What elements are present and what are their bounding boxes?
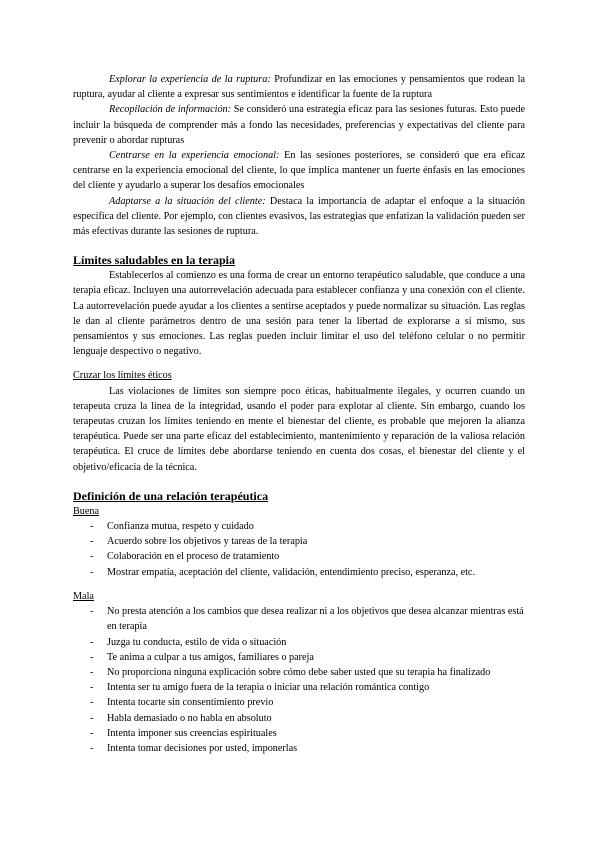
list-item: - Confianza mutua, respeto y cuidado [73,519,525,534]
document-page [73,72,525,756]
label-buena: Buena [73,505,100,517]
intro-lead: Explorar la experiencia de la ruptura: [109,74,271,85]
intro-lead: Adaptarse a la situación del cliente: [109,195,266,207]
intro-lead: Centrarse en la experiencia emocional: [109,150,280,162]
section-heading-definicion: Definición de una relación terapéutica [73,488,269,503]
intro-paragraph [73,148,525,194]
list-item: - Colaboración en el proceso de tratamiento [73,549,525,564]
intro-text: Profundizar en las emociones y pensamientos que rodean la ruptura, ayudar al cliente a expresar sus sentimientos e identificar la fuente de la ruptura [73,74,525,101]
label-mala: Mala [73,590,94,602]
limites-paragraph: Establecerlos al comienzo es una forma de crear un entorno terapéutico saludable, que conduce a una terapia eficaz. Incluyen una autorrevelación adecuada para establecer confianza y una conexión con el cliente. La autorrevelación puede ayudar a los clientes a sentirse aceptados y puede normalizar su situación. Las reglas le dan al cliente parámetros dentro de una sesión para tener la libertad de explorarse a sí mismo, sus pensamientos y sus emociones. Las reglas pueden incluir limitar el uso del teléfono celular o no permitir lenguaje despectivo o negativo. [73,270,525,358]
subheading-cruzar-limites: Cruzar los límites éticos [73,370,172,382]
list-item: - Habla demasiado o no habla en absoluto [73,711,525,726]
intro-text: En las sesiones posteriores, se consideró que era eficaz centrarse en la experiencia emocional del cliente, lo que implica mantener un fuerte énfasis en las emociones del cliente y ayudarlo a superar los desafíos emocionales [73,150,525,192]
list-item: - Acuerdo sobre los objetivos y tareas de la terapia [73,534,525,549]
intro-paragraph [73,72,525,102]
list-item: - Te anima a culpar a tus amigos, familiares o pareja [73,650,525,665]
cruzar-limites-paragraph: Las violaciones de límites son siempre poco éticas, habitualmente ilegales, y ocurren cuando un terapeuta cruza la línea de la integridad, usando el poder para explotar al cliente. Sin embargo, cuando los terapeutas cruzan los límites teniendo en mente el bienestar del cliente, es probable que mejoren la alianza terapéutica. Puede ser una parte eficaz del establecimiento, mantenimiento y reparación de la valiosa relación terapéutica. El cruce de límites debe abordarse teniendo en cuenta dos cosas, el bienestar del cliente y el objetivo/eficacia de la técnica. [73,385,525,473]
list-item: - Intenta tocarte sin consentimiento previo [73,695,525,710]
intro-lead: Recopilación de información: [109,104,232,116]
intro-paragraph [73,194,525,240]
intro-paragraph [73,102,525,148]
list-item: - Intenta tomar decisiones por usted, imponerlas [73,741,525,756]
list-item: - Intenta imponer sus creencias espirituales [73,726,525,741]
list-item: - Mostrar empatía, aceptación del cliente, validación, entendimiento preciso, esperanza, etc. [73,565,525,580]
intro-text: Destaca la importancia de adaptar el enfoque a la situación específica del cliente. Por ejemplo, con clientes evasivos, las estrategias que enfatizan la validación pueden ser más efectivas durante las sesiones de ruptura. [73,195,525,238]
buena-list [73,519,525,580]
mala-list [73,604,525,756]
list-item: - Juzga tu conducta, estilo de vida o situación [73,635,525,650]
list-item: - No proporciona ninguna explicación sobre cómo debe saber usted que su terapia ha finalizado [73,665,525,680]
list-item: - No presta atención a los cambios que desea realizar ni a los objetivos que desea alcanzar mientras está en terapia [73,604,525,634]
intro-text: Se consideró una estrategia eficaz para las sesiones futuras. Esto puede incluir la búsqueda de comprender más a fondo las necesidades, preferencias y expectativas del cliente para prevenir o abordar rupturas [73,104,525,146]
list-item: - Intenta ser tu amigo fuera de la terapia o iniciar una relación romántica contigo [73,680,525,695]
section-heading-limites: Límites saludables en la terapia [73,253,236,268]
